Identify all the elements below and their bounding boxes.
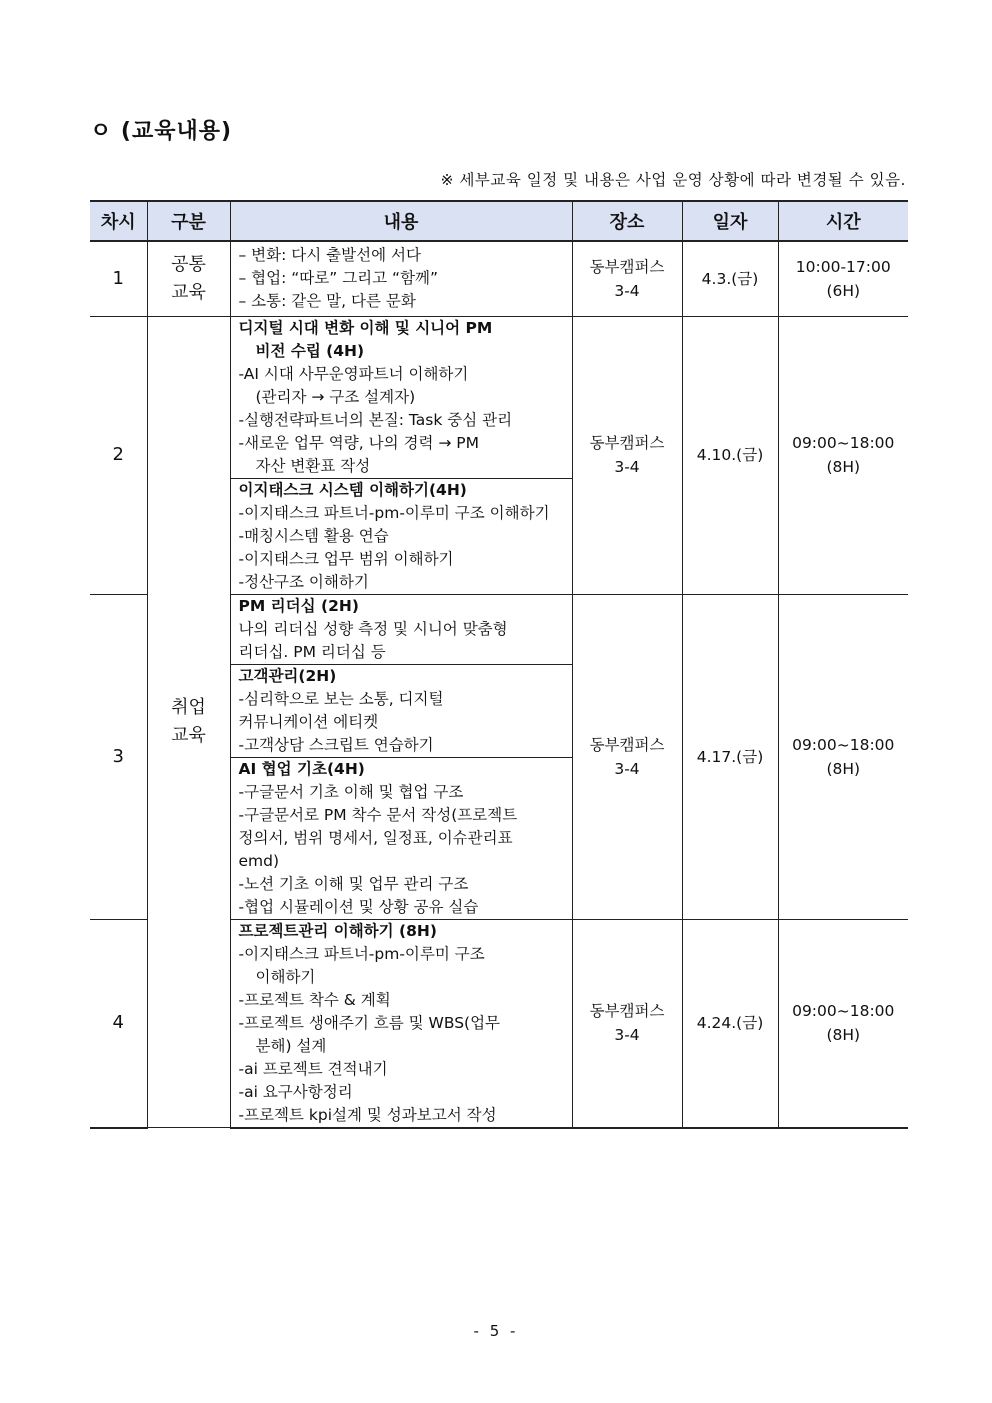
date-cell: 4.24.(금) xyxy=(682,919,778,1128)
content-line: 분해) 설계 xyxy=(255,1036,327,1055)
content-line: -프로젝트 생애주기 흐름 및 WBS(업무 xyxy=(238,1013,501,1032)
time-range: 09:00~18:00 xyxy=(792,434,895,452)
location-cell xyxy=(572,919,682,1128)
content-line: -ai 요구사항정리 xyxy=(238,1082,353,1101)
location-room: 3-4 xyxy=(614,759,640,778)
session-number: 3 xyxy=(90,594,147,919)
content-line: 자산 변환표 작성 xyxy=(255,456,371,475)
header-category: 구분 xyxy=(147,201,230,241)
header-content: 내용 xyxy=(230,201,572,241)
content-line: -이지태스크 업무 범위 이해하기 xyxy=(238,549,454,568)
content-line: 나의 리더십 성향 측정 및 시니어 맞춤형 xyxy=(238,619,508,638)
category-line: 교육 xyxy=(171,281,206,303)
location-cell xyxy=(572,316,682,594)
location-room: 3-4 xyxy=(614,1026,640,1044)
time-range: 09:00~18:00 xyxy=(792,1002,895,1020)
time-cell xyxy=(778,594,908,919)
location-room: 3-4 xyxy=(614,281,640,300)
block-title: PM 리더십 (2H) xyxy=(238,596,359,615)
content-line: – 변화: 다시 출발선에 서다 xyxy=(238,246,421,265)
session-number: 4 xyxy=(90,919,147,1128)
content-line: -협업 시뮬레이션 및 상황 공유 실습 xyxy=(238,897,479,916)
schedule-note: ※ 세부교육 일정 및 내용은 사업 운영 상황에 따라 변경될 수 있음. xyxy=(440,171,906,189)
content-line: – 협업: “따로” 그리고 “함께” xyxy=(238,269,439,288)
content-line: -고객상담 스크립트 연습하기 xyxy=(238,735,434,754)
page-number: - 5 - xyxy=(473,1322,519,1340)
time-cell xyxy=(778,241,908,316)
location-cell xyxy=(572,594,682,919)
block-title: AI 협업 기초(4H) xyxy=(238,759,365,778)
content-line: -노션 기초 이해 및 업무 관리 구조 xyxy=(238,874,469,893)
content-cell xyxy=(230,594,572,919)
content-line: -구글문서로 PM 착수 문서 작성(프로젝트 xyxy=(238,805,518,824)
content-line: 이해하기 xyxy=(255,967,316,986)
header-time: 시간 xyxy=(778,201,908,241)
content-block xyxy=(231,920,572,1127)
education-schedule-table xyxy=(90,200,908,1129)
category-line: 교육 xyxy=(171,724,206,746)
session-number: 1 xyxy=(90,241,147,316)
content-line: -새로운 업무 역량, 나의 경력 → PM xyxy=(238,433,479,452)
date-cell: 4.3.(금) xyxy=(682,241,778,316)
content-block xyxy=(231,317,572,478)
content-line: -구글문서 기초 이해 및 협업 구조 xyxy=(238,782,464,801)
location-room: 3-4 xyxy=(614,458,640,476)
block-title: 디지털 시대 변화 이해 및 시니어 PM xyxy=(238,318,493,337)
content-line: -실행전략파트너의 본질: Task 중심 관리 xyxy=(238,410,513,429)
location-name: 동부캠퍼스 xyxy=(589,735,665,754)
content-line: – 소통: 같은 말, 다른 문화 xyxy=(238,292,416,311)
content-line: (관리자 → 구조 설계자) xyxy=(255,387,416,406)
location-name: 동부캠퍼스 xyxy=(589,434,665,452)
time-hours: (8H) xyxy=(826,1026,861,1044)
header-date: 일자 xyxy=(682,201,778,241)
category-cell xyxy=(147,241,230,316)
content-line: 정의서, 범위 명세서, 일정표, 이슈관리표 xyxy=(238,828,513,847)
content-line: emd) xyxy=(238,851,280,870)
time-range: 10:00-17:00 xyxy=(795,257,891,276)
table-row xyxy=(90,316,908,594)
block-title: 프로젝트관리 이해하기 (8H) xyxy=(238,921,437,940)
content-line: -이지태스크 파트너-pm-이루미 구조 xyxy=(238,944,485,963)
content-line: -AI 시대 사무운영파트너 이해하기 xyxy=(238,364,469,383)
session-number: 2 xyxy=(90,316,147,594)
content-line: -ai 프로젝트 견적내기 xyxy=(238,1059,388,1078)
content-line: -프로젝트 kpi설계 및 성과보고서 작성 xyxy=(238,1105,497,1124)
time-range: 09:00~18:00 xyxy=(792,735,895,754)
category-line: 취업 xyxy=(171,696,206,718)
date-cell: 4.17.(금) xyxy=(682,594,778,919)
table-header-row xyxy=(90,201,908,241)
time-hours: (6H) xyxy=(826,281,861,300)
content-line: -이지태스크 파트너-pm-이루미 구조 이해하기 xyxy=(238,503,550,522)
content-line: -정산구조 이해하기 xyxy=(238,572,369,591)
location-name: 동부캠퍼스 xyxy=(589,1002,665,1020)
section-title: ㅇ (교육내용) xyxy=(90,119,233,144)
content-line: 리더십. PM 리더십 등 xyxy=(238,642,386,661)
category-line: 공통 xyxy=(171,253,206,275)
date-cell: 4.10.(금) xyxy=(682,316,778,594)
content-line: -심리학으로 보는 소통, 디지털 xyxy=(238,689,444,708)
category-cell xyxy=(147,316,230,1128)
content-cell xyxy=(230,241,572,316)
block-title: 비전 수립 (4H) xyxy=(255,341,365,360)
location-name: 동부캠퍼스 xyxy=(589,257,665,276)
table-row xyxy=(90,241,908,316)
content-block xyxy=(231,664,572,757)
time-cell xyxy=(778,919,908,1128)
header-location: 장소 xyxy=(572,201,682,241)
content-line: -매칭시스템 활용 연습 xyxy=(238,526,389,545)
time-hours: (8H) xyxy=(826,759,861,778)
header-session: 차시 xyxy=(90,201,147,241)
content-line: -프로젝트 착수 & 계획 xyxy=(238,990,391,1009)
content-line: 커뮤니케이션 에티켓 xyxy=(238,712,379,731)
block-title: 이지태스크 시스템 이해하기(4H) xyxy=(238,480,467,499)
location-cell xyxy=(572,241,682,316)
content-block xyxy=(231,478,572,594)
content-cell xyxy=(230,316,572,594)
content-block xyxy=(231,595,572,664)
block-title: 고객관리(2H) xyxy=(238,666,337,685)
time-hours: (8H) xyxy=(826,458,861,476)
time-cell xyxy=(778,316,908,594)
content-block xyxy=(231,757,572,919)
content-cell xyxy=(230,919,572,1128)
